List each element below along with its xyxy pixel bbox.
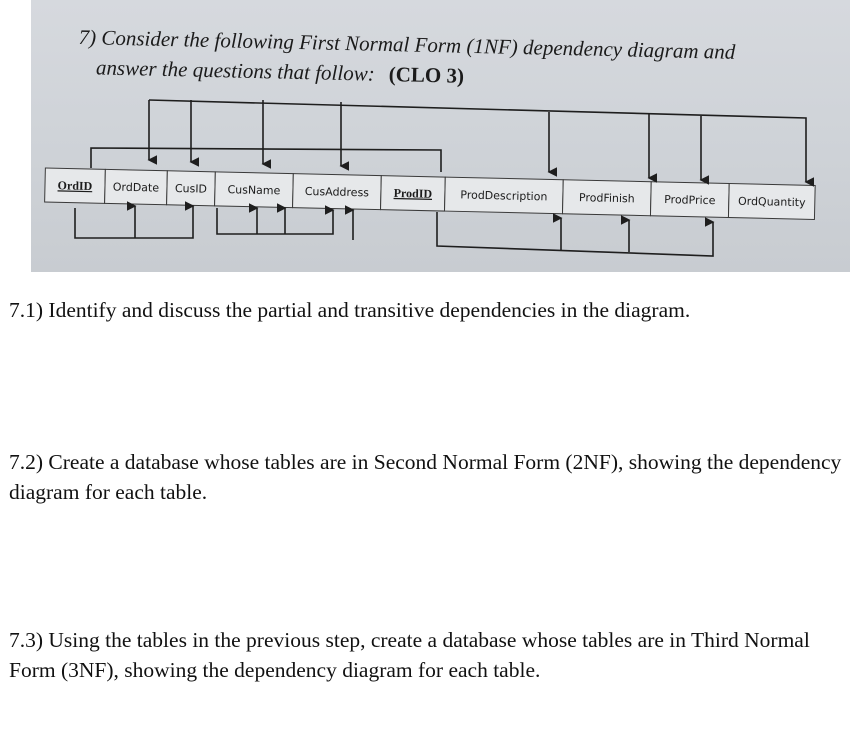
attribute-label-ordquantity: OrdQuantity [737,194,806,210]
ordid-to-orddate-lower [75,206,193,238]
question-7-line1: 7) Consider the following First Normal Form (1NF) dependency diagram and [78,24,736,64]
attribute-ordquantity [728,184,815,220]
arrow-to-ordquantity [149,100,806,182]
question-7-2: 7.2) Create a database whose tables are in Second Normal Form (2NF), showing the dependency diagram for each table. [9,450,842,504]
attribute-prodfinish [562,180,651,216]
photographed-question-sheet [31,0,850,272]
attribute-cusaddress [293,174,382,210]
attribute-prodprice [650,182,729,218]
attribute-label-prodprice: ProdPrice [664,193,716,208]
attribute-label-cusname: CusName [227,183,281,198]
attribute-label-prodid: ProdID [393,185,433,201]
question-7-1: 7.1) Identify and discuss the partial and transitive dependencies in the diagram. [9,298,691,322]
attribute-proddescription [445,177,564,214]
attribute-label-proddescription: ProdDescription [460,188,548,204]
attribute-prodid [381,176,446,211]
attribute-orddate [105,169,168,204]
cusid-transitive-line [217,208,333,234]
attribute-label-cusaddress: CusAddress [304,184,370,200]
attribute-label-prodfinish: ProdFinish [578,191,635,206]
attribute-cusid [167,171,216,206]
dependency-diagram [31,0,850,272]
question-7-line2: answer the questions that follow: [95,55,376,86]
attribute-label-ordid: OrdID [57,178,93,194]
attribute-cusname [215,172,294,208]
attribute-ordid [45,168,106,203]
ordid-bracket-line [91,148,441,172]
attribute-label-cusid: CusID [174,181,208,196]
attribute-label-orddate: OrdDate [112,180,160,195]
attribute-row [45,168,816,219]
clo-label: (CLO 3) [388,62,465,88]
prodid-dependency-line [437,212,713,256]
order-dependency-wires [91,100,806,182]
question-7-3: 7.3) Using the tables in the previous step, create a database whose tables are in Third Normal Form (3NF), showing the dependency diagram for each table. [9,628,810,682]
